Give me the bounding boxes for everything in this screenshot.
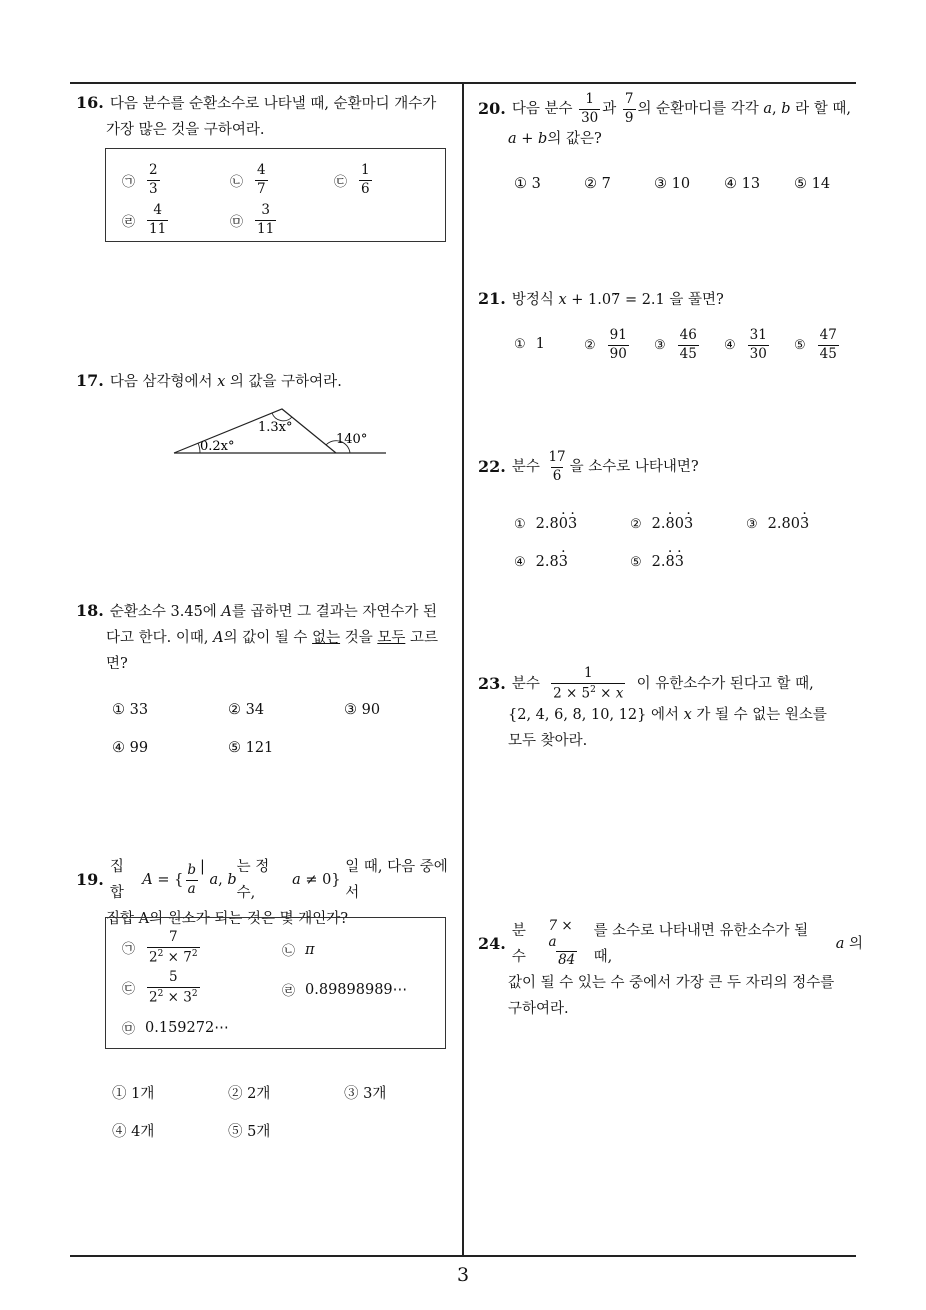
q19-choice-2[interactable]: ② 2개: [228, 1086, 271, 1102]
question-23: 23. 분수 $\frac{1}{2 \times 5^2 \times x}$ 이 유한소수가 된다고 할 때, {2, 4, 6, 8, 10, 12} 에서 x 가 될 수 없는 원소를 모두 찾아라.: [478, 665, 827, 749]
q19-choice-1[interactable]: ① 1개: [112, 1086, 155, 1102]
q20-choice-5[interactable]: ⑤ 14: [794, 176, 831, 192]
q16-option-a: ㉠ $\frac{2}{3}$: [122, 162, 158, 197]
question-18: 18. 순환소수 3.4 ·5 ·에 A를 곱하면 그 결과는 자연수가 된 다고 한다. 이때, A의 값이 될 수 없는 것을 모두 고르 면?: [76, 598, 456, 677]
q21-choice-3[interactable]: ③ $\frac{46}{45}$: [654, 327, 697, 362]
triangle-figure: [170, 405, 390, 460]
angle-top-label: 1.3x°: [258, 420, 293, 435]
q22-choice-2[interactable]: ② 2. 8 · 0 3 ·: [630, 516, 693, 532]
q20-choice-3[interactable]: ③ 10: [654, 176, 691, 192]
q16-text-line1: 다음 분수를 순환소수로 나타낼 때, 순환마디 개수가: [109, 96, 437, 112]
q19-choice-3[interactable]: ③ 3개: [344, 1086, 387, 1102]
q16-option-c: ㉢ $\frac{1}{6}$: [334, 162, 370, 197]
q16-text-line2: 가장 많은 것을 구하여라.: [106, 122, 265, 138]
question-22: 22. 분수 $\frac{17}{6}$ 을 소수로 나타내면?: [478, 449, 699, 484]
angle-exterior-label: 140°: [336, 432, 368, 447]
q22-choice-5[interactable]: ⑤ 2. 8 · 3 ·: [630, 554, 684, 570]
question-20: 20. 다음 분수 $\frac{1}{30}$ 과 $\frac{7}{9}$ 의 순환마디를 각각 a , b 라 할 때, a + b의 값은?: [478, 91, 852, 148]
question-24: 24. 분수 $\frac{7 \times a}{84}$ 를 소수로 나타내면 유한소수가 될 때, a 의 값이 될 수 있는 수 중에서 가장 큰 두 자리의 정수를 구하여라.: [478, 918, 864, 1017]
q19-option-a: ㉠ $\frac{7}{2^2 \times 7^2}$: [122, 929, 198, 966]
q22-choice-4[interactable]: ④ 2.8 3 ·: [514, 554, 568, 570]
q18-decimal: 3.4 ·5 ·: [170, 604, 202, 620]
question-16: [76, 90, 456, 143]
q16-option-d: ㉣ $\frac{4}{11}$: [122, 202, 167, 237]
q21-choice-1[interactable]: ① 1: [514, 336, 545, 352]
q19-choice-4[interactable]: ④ 4개: [112, 1124, 155, 1140]
q19-options-box: [105, 917, 446, 1049]
q18-choice-4[interactable]: ④ 99: [112, 740, 149, 756]
q18-choice-3[interactable]: ③ 90: [344, 702, 381, 718]
q19-choice-5[interactable]: ⑤ 5개: [228, 1124, 271, 1140]
q17-number: 17.: [76, 371, 104, 390]
q19-option-d: ㉣ 0.89898989⋯: [282, 981, 408, 999]
q19-option-b: ㉡ π: [282, 941, 315, 959]
question-19: 19. 집합 A = { $\frac{b}{a}$ | a , b 는 정수, a ≠ 0} 일 때, 다음 중에서 집합 A의 원소가 되는 것은 몇 개인가?: [76, 859, 448, 927]
q20-choice-2[interactable]: ② 7: [584, 176, 611, 192]
q19-option-c: ㉢ $\frac{5}{2^2 \times 3^2}$: [122, 969, 198, 1006]
column-divider: [462, 82, 464, 1256]
bottom-rule: [70, 1255, 856, 1257]
q19-option-e: ㉤ 0.159272⋯: [122, 1019, 229, 1037]
angle-left-label: 0.2x°: [200, 439, 235, 454]
q16-options-box: [105, 148, 446, 242]
q21-choice-4[interactable]: ④ $\frac{31}{30}$: [724, 327, 767, 362]
q21-choice-2[interactable]: ② $\frac{91}{90}$: [584, 327, 627, 362]
q18-choice-5[interactable]: ⑤ 121: [228, 740, 274, 756]
q16-option-e: ㉤ $\frac{3}{11}$: [230, 202, 275, 237]
q16-option-b: ㉡ $\frac{4}{7}$: [230, 162, 266, 197]
q22-choice-1[interactable]: ① 2.8 0 · 3 ·: [514, 516, 577, 532]
q20-choice-1[interactable]: ① 3: [514, 176, 541, 192]
q20-choice-4[interactable]: ④ 13: [724, 176, 761, 192]
q18-choice-2[interactable]: ② 34: [228, 702, 265, 718]
question-21: 21. 방정식 x + 1.07 · = 2.1 · 을 풀면?: [478, 286, 863, 313]
q21-choice-5[interactable]: ⑤ $\frac{47}{45}$: [794, 327, 837, 362]
q16-number: 16.: [76, 93, 104, 112]
q22-choice-3[interactable]: ③ 2.80 3 ·: [746, 516, 809, 532]
question-17: 17. 다음 삼각형에서 x 의 값을 구하여라.: [76, 371, 342, 390]
q18-choice-1[interactable]: ① 33: [112, 702, 149, 718]
page-number: 3: [456, 1264, 470, 1286]
